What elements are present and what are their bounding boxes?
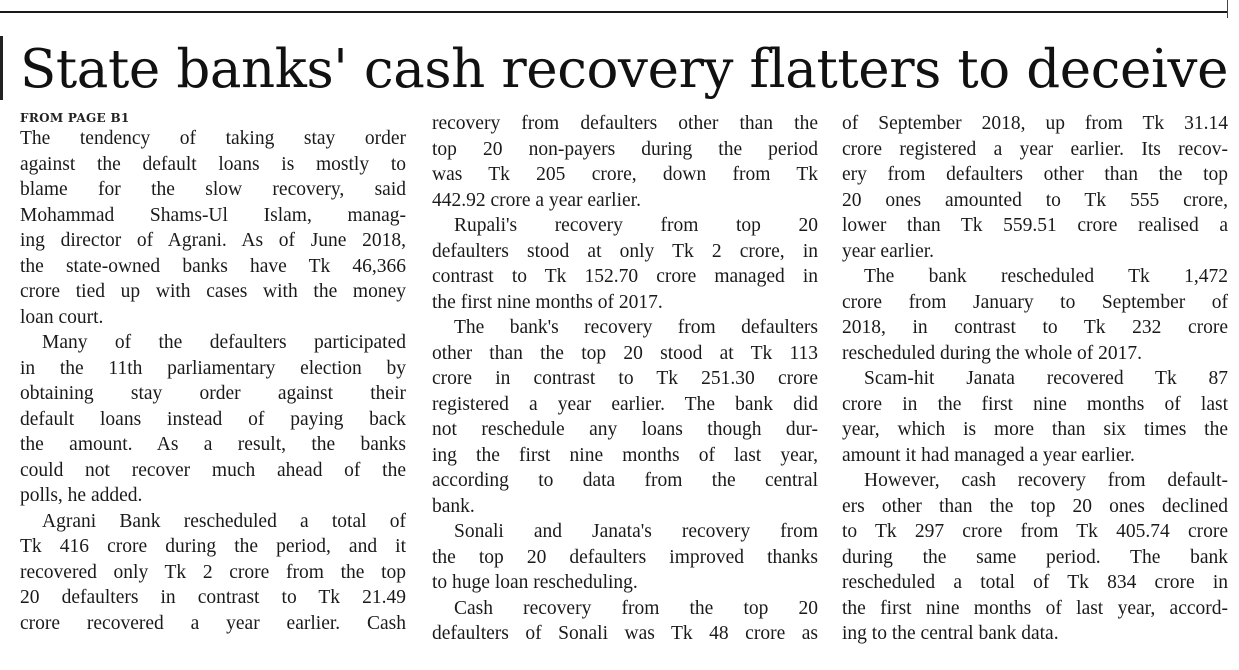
text-line: Scam-hit Janata recovered Tk 87 <box>864 368 1228 389</box>
text-line: Cash recovery from the top 20 <box>454 597 818 619</box>
text-line: ing the first nine months of last year, <box>432 444 818 466</box>
column-edge-mark <box>1227 0 1228 18</box>
text-line: Agrani Bank rescheduled a total of <box>42 510 406 532</box>
text-line: ing to the central bank data. <box>842 623 1059 644</box>
text-line: registered a year earlier. The bank did <box>432 393 818 415</box>
text-line: ery from defaulters other than the top <box>842 164 1228 185</box>
article-column-1 <box>20 111 406 636</box>
text-line: default loans instead of paying back <box>20 408 406 430</box>
text-line: to huge loan rescheduling. <box>432 572 638 593</box>
text-line: 2018, in contrast to Tk 232 crore <box>842 317 1228 338</box>
text-line: obtaining stay order against their <box>20 383 406 404</box>
text-line: recovery from defaulters other than the <box>432 113 818 134</box>
text-line: other than the top 20 stood at Tk 113 <box>432 342 818 364</box>
text-line: The bank rescheduled Tk 1,472 <box>864 266 1228 287</box>
text-line: 20 defaulters in contrast to Tk 21.49 <box>20 587 406 608</box>
text-line: bank. <box>432 495 475 517</box>
headline: State banks' cash recovery flatters to deceive <box>20 39 1229 100</box>
text-line: lower than Tk 559.51 crore realised a <box>842 215 1228 236</box>
text-line: the amount. As a result, the banks <box>20 434 406 455</box>
text-line: was Tk 205 crore, down from Tk <box>432 164 818 185</box>
text-line: Mohammad Shams-Ul Islam, manag- <box>20 204 406 226</box>
text-line: the first nine months of last year, accord- <box>842 597 1228 619</box>
top-rule <box>0 11 1227 13</box>
text-line: year earlier. <box>842 240 935 262</box>
text-line: defaulters stood at only Tk 2 crore, in <box>432 240 818 262</box>
text-line: recovered only Tk 2 crore from the top <box>20 561 406 583</box>
text-line: of September 2018, up from Tk 31.14 <box>842 113 1228 134</box>
text-line: contrast to Tk 152.70 crore managed in <box>432 266 818 287</box>
text-line: not reschedule any loans though dur- <box>432 419 818 440</box>
text-line: ers other than the top 20 ones declined <box>842 495 1228 517</box>
text-line: crore in the first nine months of last <box>842 393 1228 415</box>
text-line: rescheduled a total of Tk 834 crore in <box>842 572 1228 593</box>
text-line: crore tied up with cases with the money <box>20 281 406 302</box>
text-line: crore in contrast to Tk 251.30 crore <box>432 368 818 389</box>
text-line: according to data from the central <box>432 470 818 491</box>
text-line: the top 20 defaulters improved thanks <box>432 546 818 568</box>
text-line: crore registered a year earlier. Its recov- <box>842 138 1228 160</box>
article-column-2 <box>432 111 818 647</box>
text-line: loan court. <box>20 306 104 328</box>
text-line: Tk 416 crore during the period, and it <box>20 536 406 557</box>
jump-line: FROM PAGE B1 <box>20 111 130 125</box>
text-line: rescheduled during the whole of 2017. <box>842 342 1143 364</box>
text-line: year, which is more than six times the <box>842 419 1228 440</box>
text-line: amount it had managed a year earlier. <box>842 444 1135 466</box>
text-line: 442.92 crore a year earlier. <box>432 189 641 211</box>
text-line: blame for the slow recovery, said <box>20 179 406 200</box>
text-line: to Tk 297 crore from Tk 405.74 crore <box>842 521 1228 542</box>
text-line: ing director of Agrani. As of June 2018, <box>20 230 406 251</box>
text-line: during the same period. The bank <box>842 546 1228 568</box>
text-line: The tendency of taking stay order <box>20 128 406 149</box>
text-line: The bank's recovery from defaulters <box>454 317 818 338</box>
text-line: Sonali and Janata's recovery from <box>454 521 818 542</box>
text-line: polls, he added. <box>20 485 143 506</box>
text-line: Rupali's recovery from top 20 <box>454 215 818 236</box>
text-line: crore from January to September of <box>842 291 1228 313</box>
text-line: 20 ones amounted to Tk 555 crore, <box>842 189 1228 211</box>
text-line: However, cash recovery from default- <box>864 470 1228 491</box>
text-line: against the default loans is mostly to <box>20 153 406 175</box>
text-line: the first nine months of 2017. <box>432 291 663 313</box>
text-line: Many of the defaulters participated <box>42 332 406 353</box>
margin-mark <box>0 36 3 100</box>
text-line: could not recover much ahead of the <box>20 459 406 481</box>
text-line: crore recovered a year earlier. Cash <box>20 612 406 634</box>
text-line: in the 11th parliamentary election by <box>20 357 406 379</box>
text-line: the state-owned banks have Tk 46,366 <box>20 255 406 277</box>
article-column-3 <box>842 111 1228 647</box>
text-line: top 20 non-payers during the period <box>432 138 818 160</box>
text-line: defaulters of Sonali was Tk 48 crore as <box>432 623 818 644</box>
